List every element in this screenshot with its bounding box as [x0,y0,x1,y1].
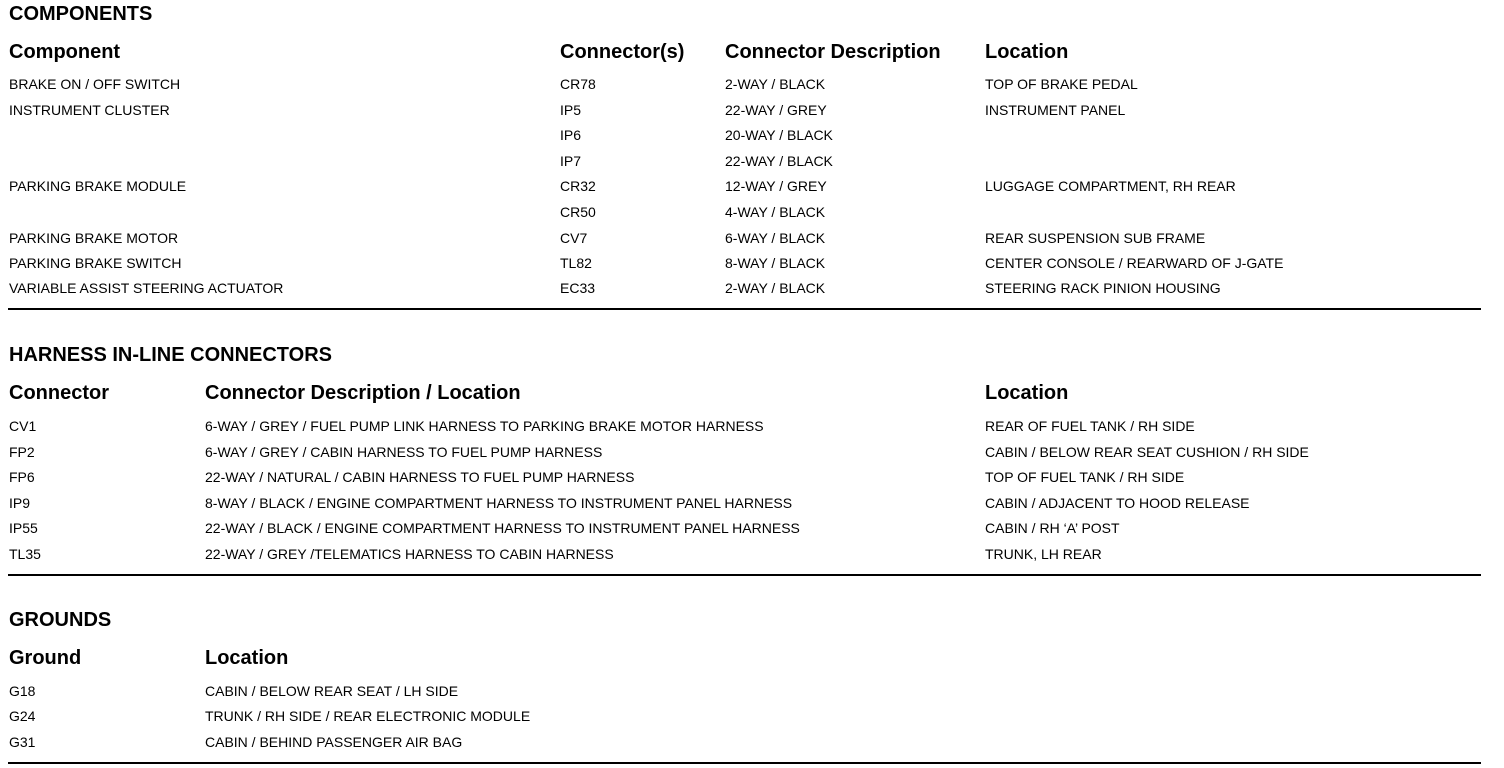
component-name: PARKING BRAKE SWITCH [9,255,182,271]
component-connector-description: 4-WAY / BLACK [725,204,826,220]
components-header-location: Location [985,41,1069,63]
section-divider [8,762,1481,764]
ground-location: CABIN / BEHIND PASSENGER AIR BAG [205,734,463,750]
components-header-description: Connector Description [725,41,941,63]
harness-connector: IP9 [9,495,31,511]
harness-header-description: Connector Description / Location [205,382,521,404]
ground-location: CABIN / BELOW REAR SEAT / LH SIDE [205,683,459,699]
component-connector-description: 22-WAY / GREY [725,102,827,118]
harness-location: TOP OF FUEL TANK / RH SIDE [985,469,1185,485]
harness-connector: CV1 [9,418,37,434]
harness-connector: IP55 [9,520,38,536]
component-connector-description: 2-WAY / BLACK [725,76,826,92]
component-connector: CR78 [560,76,596,92]
component-connector-description: 8-WAY / BLACK [725,255,826,271]
component-connector: IP5 [560,102,582,118]
harness-location: CABIN / BELOW REAR SEAT CUSHION / RH SIDE [985,444,1309,460]
harness-connector: FP6 [9,469,35,485]
component-name: BRAKE ON / OFF SWITCH [9,76,181,92]
ground-id: G24 [9,708,36,724]
ground-location: TRUNK / RH SIDE / REAR ELECTRONIC MODULE [205,708,531,724]
components-header-component: Component [9,41,121,63]
grounds-header-location: Location [205,647,289,669]
component-connector: CR32 [560,178,596,194]
harness-header-location: Location [985,382,1069,404]
harness-location: TRUNK, LH REAR [985,546,1102,562]
grounds-section-title: GROUNDS [9,609,112,631]
component-connector: IP7 [560,153,582,169]
component-connector-description: 12-WAY / GREY [725,178,827,194]
section-divider [8,574,1481,576]
component-connector: IP6 [560,127,582,143]
components-section-title: COMPONENTS [9,3,153,25]
harness-header-connector: Connector [9,382,109,404]
component-connector-description: 6-WAY / BLACK [725,230,826,246]
section-divider [8,308,1481,310]
harness-description: 6-WAY / GREY / CABIN HARNESS TO FUEL PUMP HARNESS [205,444,603,460]
harness-description: 22-WAY / GREY /TELEMATICS HARNESS TO CABIN HARNESS [205,546,614,562]
harness-location: CABIN / ADJACENT TO HOOD RELEASE [985,495,1250,511]
harness-description: 8-WAY / BLACK / ENGINE COMPARTMENT HARNESS TO INSTRUMENT PANEL HARNESS [205,495,793,511]
harness-location: CABIN / RH ‘A’ POST [985,520,1120,536]
component-location: CENTER CONSOLE / REARWARD OF J-GATE [985,255,1284,271]
component-location: LUGGAGE COMPARTMENT, RH REAR [985,178,1236,194]
harness-location: REAR OF FUEL TANK / RH SIDE [985,418,1195,434]
harness-connector: FP2 [9,444,35,460]
component-location: INSTRUMENT PANEL [985,102,1126,118]
harness-section-title: HARNESS IN-LINE CONNECTORS [9,344,332,366]
harness-description: 22-WAY / BLACK / ENGINE COMPARTMENT HARNESS TO INSTRUMENT PANEL HARNESS [205,520,800,536]
ground-id: G31 [9,734,36,750]
harness-description: 6-WAY / GREY / FUEL PUMP LINK HARNESS TO PARKING BRAKE MOTOR HARNESS [205,418,764,434]
component-name: INSTRUMENT CLUSTER [9,102,170,118]
components-header-connectors: Connector(s) [560,41,685,63]
component-location: REAR SUSPENSION SUB FRAME [985,230,1206,246]
component-location: TOP OF BRAKE PEDAL [985,76,1138,92]
grounds-header-ground: Ground [9,647,82,669]
component-connector-description: 20-WAY / BLACK [725,127,833,143]
ground-id: G18 [9,683,36,699]
component-location: STEERING RACK PINION HOUSING [985,280,1221,296]
component-connector-description: 22-WAY / BLACK [725,153,833,169]
harness-description: 22-WAY / NATURAL / CABIN HARNESS TO FUEL PUMP HARNESS [205,469,635,485]
component-name: PARKING BRAKE MODULE [9,178,187,194]
harness-connector: TL35 [9,546,41,562]
component-connector: EC33 [560,280,596,296]
component-connector: TL82 [560,255,592,271]
component-connector: CV7 [560,230,588,246]
component-connector: CR50 [560,204,596,220]
component-name: VARIABLE ASSIST STEERING ACTUATOR [9,280,284,296]
component-name: PARKING BRAKE MOTOR [9,230,179,246]
component-connector-description: 2-WAY / BLACK [725,280,826,296]
